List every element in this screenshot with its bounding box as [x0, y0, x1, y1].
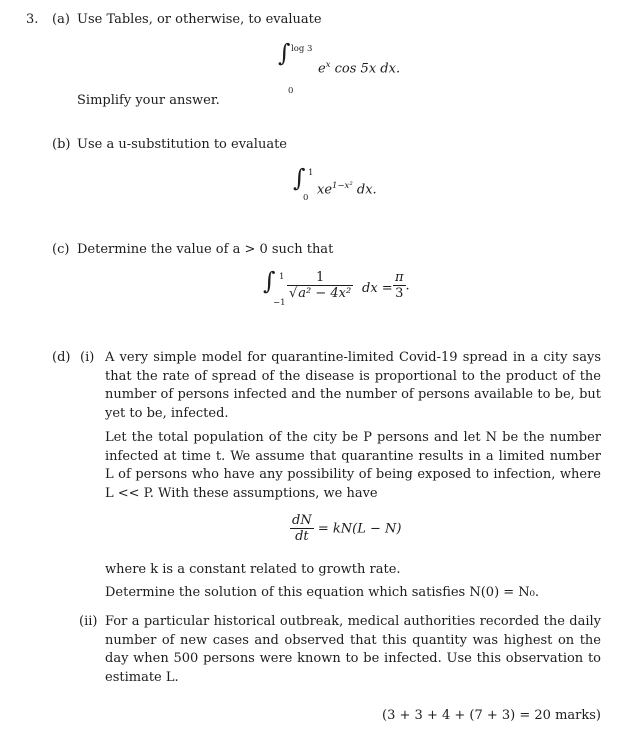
part-a-integral-sign: ∫ [278, 39, 291, 67]
part-a-simplify: Simplify your answer. [77, 93, 220, 108]
part-c-fraction: $\frac{1}{\text{√a² − 4x²}}$ [289, 270, 352, 301]
part-d-i-label: (i) [80, 350, 95, 365]
part-a-integrand: $e^x$ cos 5x dx. [318, 60, 401, 77]
part-b-integrand: $xe^{1-x^2}$ dx. [317, 181, 377, 198]
question-number: 3. [26, 12, 39, 27]
part-a-upper-limit: log 3 [291, 44, 313, 54]
part-c-rhs: $\frac{\pi}{3}$ . [395, 270, 410, 301]
part-d-label: (d) [52, 350, 71, 365]
part-d-determine: Determine the solution of this equation which satisfies N(0) = N₀. [105, 585, 540, 600]
marks-total: (3 + 3 + 4 + (7 + 3) = 20 marks) [382, 708, 601, 723]
part-c-label: (c) [52, 242, 70, 257]
part-c-integral-sign: ∫ [263, 267, 276, 295]
part-a-label: (a) [52, 12, 70, 27]
part-d-where: where k is a constant related to growth rate. [105, 562, 401, 577]
part-c-upper-limit: 1 [279, 272, 285, 282]
part-b-integral-sign: ∫ [293, 164, 306, 192]
part-b-lower-limit: 0 [303, 193, 309, 203]
part-a-prompt: Use Tables, or otherwise, to evaluate [77, 12, 322, 27]
part-d-ii-label: (ii) [79, 614, 98, 629]
part-c-prompt: Determine the value of a > 0 such that [77, 242, 334, 257]
part-d-ii-text: For a particular historical outbreak, medical authorities recorded the daily number of new cases and observed that this quantity was highest on the day when 500 persons were known to be infected. Use this observation to estimate L. [105, 614, 601, 685]
part-b-upper-limit: 1 [308, 168, 314, 178]
part-c-lower-limit: −1 [273, 298, 286, 308]
part-b-prompt: Use a u-substitution to evaluate [77, 137, 287, 152]
part-c-dx: dx = [362, 281, 393, 296]
part-b-label: (b) [52, 137, 71, 152]
part-d-i-text: A very simple model for quarantine-limited Covid-19 spread in a city says that the rate of spread of the disease is proportional to the product of the number of persons infected and the number of persons available to be, but yet to be, infected. [105, 350, 601, 421]
part-d-i-para2: Let the total population of the city be P persons and let N be the number infected at time t. We assume that quarantine results in a limited number L of persons who have any possibility of being exposed to infection, where L << P. With these assumptions, we have [105, 430, 601, 501]
part-a-lower-limit: 0 [288, 86, 294, 96]
part-d-equation: $\frac{dN}{dt}$ = kN(L − N) [292, 513, 402, 544]
